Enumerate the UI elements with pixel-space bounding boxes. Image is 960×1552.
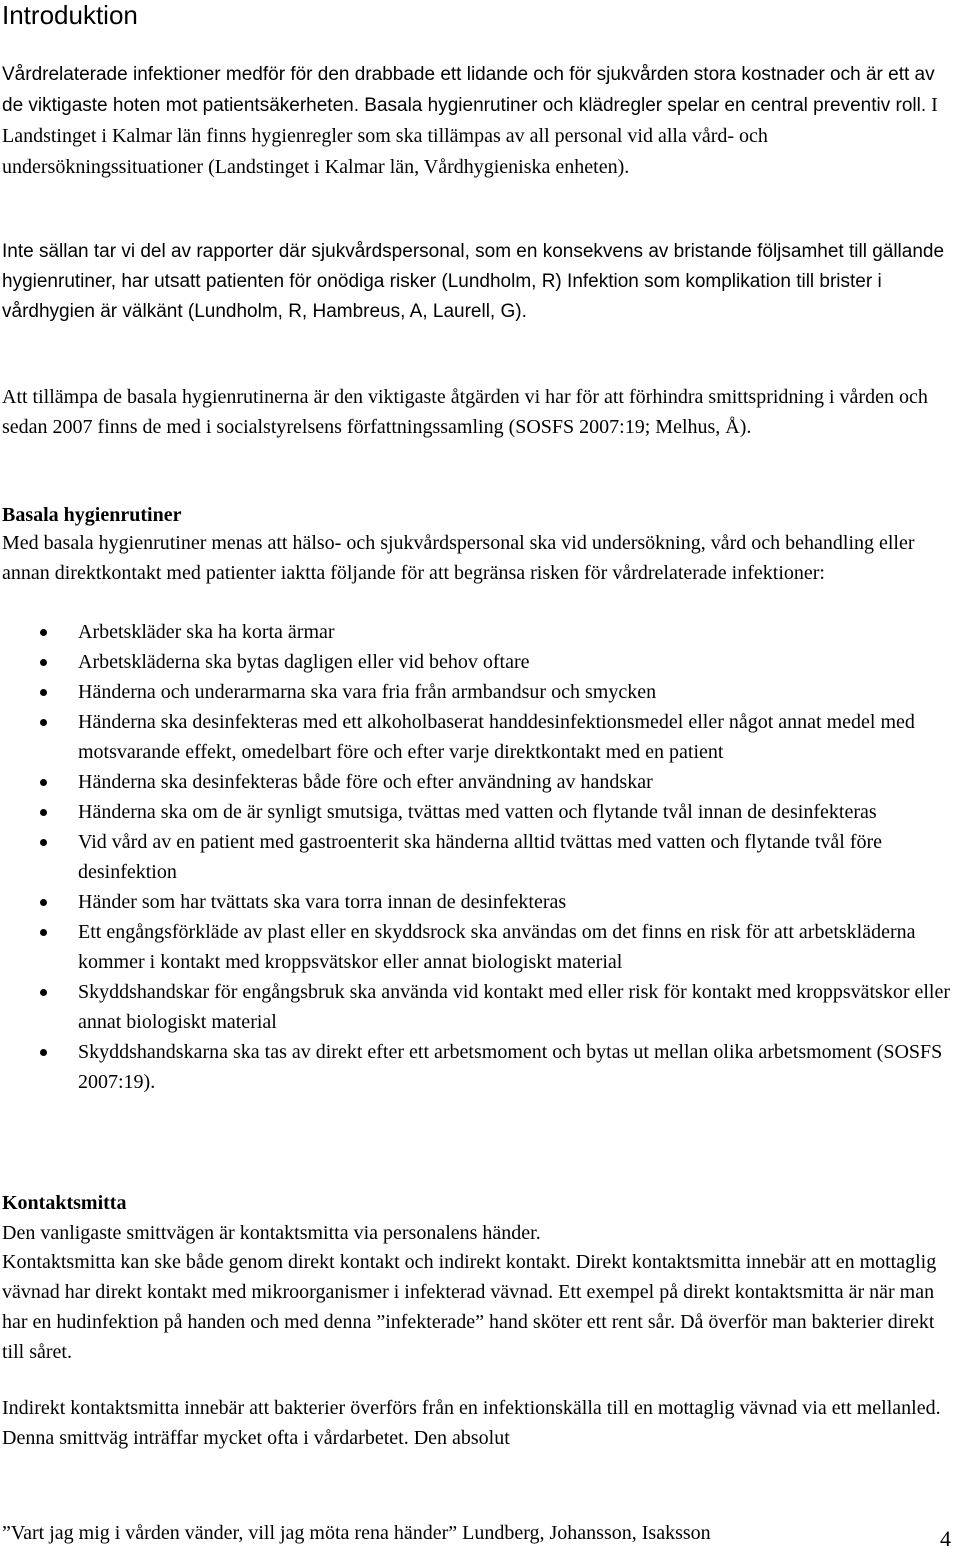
- section-heading-kontaktsmitta: Kontaktsmitta: [2, 1192, 127, 1214]
- page-title: Introduktion: [2, 0, 138, 30]
- list-item: Arbetskläder ska ha korta ärmar: [0, 617, 960, 647]
- intro-paragraph-1-serif: I Landstinget i Kalmar län finns hygienregler som ska tillämpas av all personal vid alla vård- och undersökningssituationer (Landstinget i Kalmar län, Vårdhygieniska enheten).: [2, 94, 938, 178]
- list-item: Vid vård av en patient med gastroenterit ska händerna alltid tvättas med vatten och flytande tvål före desinfektion: [0, 827, 960, 887]
- list-item: Arbetskläderna ska bytas dagligen eller vid behov oftare: [0, 647, 960, 677]
- bullet-icon: [40, 1049, 47, 1056]
- intro-paragraph-1-sans: Vårdrelaterade infektioner medför för den drabbade ett lidande och för sjukvården stora kostnader och är ett av de viktigaste hoten mot patientsäkerheten. Basala hygienrutiner och klädregler spelar en central preventiv roll.: [2, 64, 935, 116]
- list-item: Händerna ska desinfekteras både före och efter användning av handskar: [0, 767, 960, 797]
- bullet-icon: [40, 809, 47, 816]
- bullet-icon: [40, 839, 47, 846]
- bullet-icon: [40, 899, 47, 906]
- kontakt-paragraph-2: Indirekt kontaktsmitta innebär att bakterier överförs från en infektionskälla till en mottaglig vävnad via ett mellanled. Denna smittväg inträffar mycket ofta i vårdarbetet. Den absolut: [2, 1397, 941, 1449]
- intro-paragraph-1: [2, 60, 957, 183]
- list-item: Händerna ska om de är synligt smutsiga, tvättas med vatten och flytande tvål innan de desinfekteras: [0, 797, 960, 827]
- page-number: 4: [940, 1526, 951, 1551]
- intro-paragraph-3: Att tillämpa de basala hygienrutinerna är den viktigaste åtgärden vi har för att förhindra smittspridning i vården och sedan 2007 finns de med i socialstyrelsens författningssamling (SOSFS 2007:19; Melhus, Å).: [2, 386, 928, 438]
- list-item: Händerna ska desinfekteras med ett alkoholbaserat handdesinfektionsmedel eller något annat medel med motsvarande effekt, omedelbart före och efter varje direktkontakt med en patient: [0, 707, 960, 767]
- footer-quote: ”Vart jag mig i vården vänder, vill jag möta rena händer” Lundberg, Johansson, Isaksson: [2, 1522, 711, 1544]
- basala-lead-paragraph: Med basala hygienrutiner menas att hälso- och sjukvårdspersonal ska vid undersökning, vård och behandling eller annan direktkontakt med patienter iaktta följande för att begränsa risken för vårdrelaterade infektioner:: [2, 532, 915, 584]
- list-item: Händer som har tvättats ska vara torra innan de desinfekteras: [0, 887, 960, 917]
- list-item: Skyddshandskarna ska tas av direkt efter ett arbetsmoment och bytas ut mellan olika arbetsmoment (SOSFS 2007:19).: [0, 1037, 960, 1097]
- kontakt-line-1: Den vanligaste smittvägen är kontaktsmitta via personalens händer.: [2, 1222, 541, 1244]
- bullet-icon: [40, 779, 47, 786]
- list-item: Skyddshandskar för engångsbruk ska använda vid kontakt med eller risk för kontakt med kroppsvätskor eller annat biologiskt material: [0, 977, 960, 1037]
- bullet-icon: [40, 719, 47, 726]
- page-footer: [0, 1518, 960, 1550]
- bullet-icon: [40, 989, 47, 996]
- bullet-icon: [40, 629, 47, 636]
- bullet-icon: [40, 659, 47, 666]
- list-item: Händerna och underarmarna ska vara fria från armbandsur och smycken: [0, 677, 960, 707]
- intro-paragraph-2: Inte sällan tar vi del av rapporter där sjukvårdspersonal, som en konsekvens av bristande följsamhet till gällande hygienrutiner, har utsatt patienten för onödiga risker (Lundholm, R) Infektion som komplikation till brister i vårdhygien är välkänt (Lundholm, R, Hambreus, A, Laurell, G).: [2, 241, 945, 322]
- basala-rules-list: [0, 617, 960, 1097]
- section-heading-basala: Basala hygienrutiner: [2, 504, 182, 526]
- list-item: Ett engångsförkläde av plast eller en skyddsrock ska användas om det finns en risk för att arbetskläderna kommer i kontakt med kroppsvätskor eller annat biologiskt material: [0, 917, 960, 977]
- bullet-icon: [40, 929, 47, 936]
- kontakt-paragraph-1: Kontaktsmitta kan ske både genom direkt kontakt och indirekt kontakt. Direkt kontaktsmitta innebär att en mottaglig vävnad har direkt kontakt med mikroorganismer i infekterad vävnad. Ett exempel på direkt kontaktsmitta är när man har en hudinfektion på handen och med denna ”infekterade” hand sköter ett rent sår. Då överför man bakterier direkt till såret.: [2, 1251, 937, 1363]
- bullet-icon: [40, 689, 47, 696]
